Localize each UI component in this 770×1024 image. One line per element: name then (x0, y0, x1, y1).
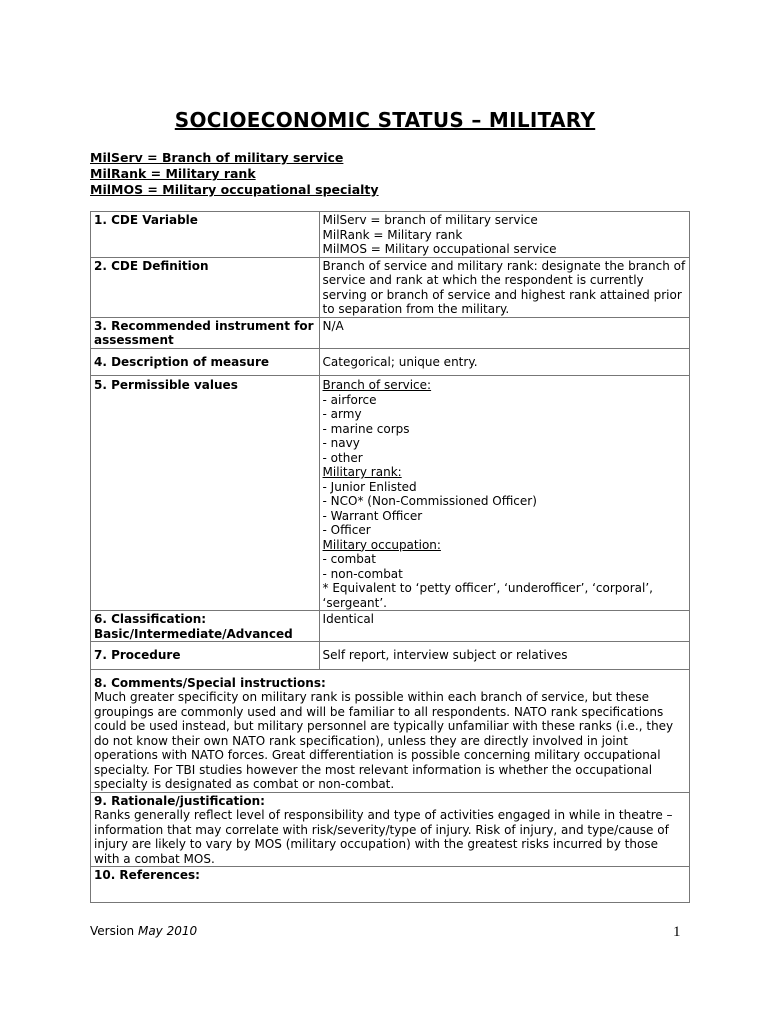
footnote: * Equivalent to ‘petty officer’, ‘underofficer’, ‘corporal’, ‘sergeant’. (322, 581, 653, 610)
row-comments (91, 669, 690, 792)
row-full (91, 669, 690, 792)
row-cde-definition (91, 257, 690, 317)
definition-milrank: MilRank = Military rank (90, 166, 256, 181)
rank-heading: Military rank: (322, 465, 402, 479)
comments-heading: 8. Comments/Special instructions: (94, 675, 326, 690)
row-value: Self report, interview subject or relatives (319, 642, 689, 670)
row-permissible-values (91, 376, 690, 611)
row-label: 6. Classification: Basic/Intermediate/Advanced (91, 611, 320, 642)
list-item: - NCO* (Non-Commissioned Officer) (322, 494, 537, 508)
row-label: 5. Permissible values (91, 376, 320, 611)
version-date: May 2010 (137, 924, 198, 938)
cde-table (90, 211, 690, 903)
list-item: - Officer (322, 523, 371, 537)
row-label: 2. CDE Definition (91, 257, 320, 317)
row-instrument (91, 317, 690, 348)
row-value (319, 376, 689, 611)
list-item: - airforce (322, 392, 377, 407)
list-item: - army (322, 407, 362, 421)
list-item: - other (322, 450, 363, 465)
row-value: N/A (319, 317, 689, 348)
row-value: Identical (319, 611, 689, 642)
definition-milserv: MilServ = Branch of military service (90, 150, 344, 165)
row-full (91, 792, 690, 867)
definition-milmos: MilMOS = Military occupational specialty (90, 182, 379, 197)
list-item: - combat (322, 552, 376, 566)
occupation-heading: Military occupation: (322, 537, 441, 552)
rationale-heading: 9. Rationale/justification: (94, 793, 265, 808)
page-number: 1 (673, 924, 681, 940)
row-classification (91, 611, 690, 642)
variable-definitions (90, 150, 379, 198)
variable-line: MilMOS = Military occupational service (322, 242, 557, 256)
rationale-text: Ranks generally reflect level of responsibility and type of activities engaged in while in theatre – information that may correlate with risk/severity/type of injury. Risk of injury, and type/cause of injury are likely to vary by MOS (military occupation) with the greatest risks incurred by those with a combat MOS. (94, 808, 673, 866)
variable-line: MilServ = branch of military service (322, 213, 538, 227)
list-item: - marine corps (322, 421, 410, 436)
row-procedure (91, 642, 690, 670)
variable-line: MilRank = Military rank (322, 227, 463, 242)
row-description (91, 348, 690, 376)
row-value (319, 212, 689, 258)
list-item: - non-combat (322, 566, 403, 581)
branch-heading: Branch of service: (322, 378, 432, 392)
list-item: - Junior Enlisted (322, 479, 417, 494)
row-value: Categorical; unique entry. (319, 348, 689, 376)
row-full (91, 867, 690, 903)
document-title: SOCIOECONOMIC STATUS – MILITARY (174, 108, 596, 132)
row-cde-variable (91, 212, 690, 258)
row-value: Branch of service and military rank: designate the branch of service and rank at which the respondent is currently serving or branch of service and highest rank attained prior to separation from the military. (319, 257, 689, 317)
row-label: 3. Recommended instrument for assessment (91, 317, 320, 348)
list-item: - navy (322, 436, 360, 450)
list-item: - Warrant Officer (322, 508, 423, 523)
version-label: Version (90, 924, 135, 938)
row-references (91, 867, 690, 903)
row-rationale (91, 792, 690, 867)
comments-text: Much greater specificity on military rank is possible within each branch of service, but these groupings are commonly used and will be familiar to all respondents. NATO rank specifications could be used instead, but military personnel are typically unfamiliar with these ranks (i.e., they do not know their own NATO rank specification), unless they are directly involved in joint operations with NATO forces. Great differentiation is possible concerning military occupational specialty. For TBI studies however the most relevant information is whether the occupational specialty is designated as combat or non-combat. (94, 690, 674, 791)
row-label: 7. Procedure (91, 642, 320, 670)
footer-version (90, 924, 197, 938)
row-label: 1. CDE Variable (91, 212, 320, 258)
row-label: 4. Description of measure (91, 348, 320, 376)
references-heading: 10. References: (94, 868, 200, 882)
